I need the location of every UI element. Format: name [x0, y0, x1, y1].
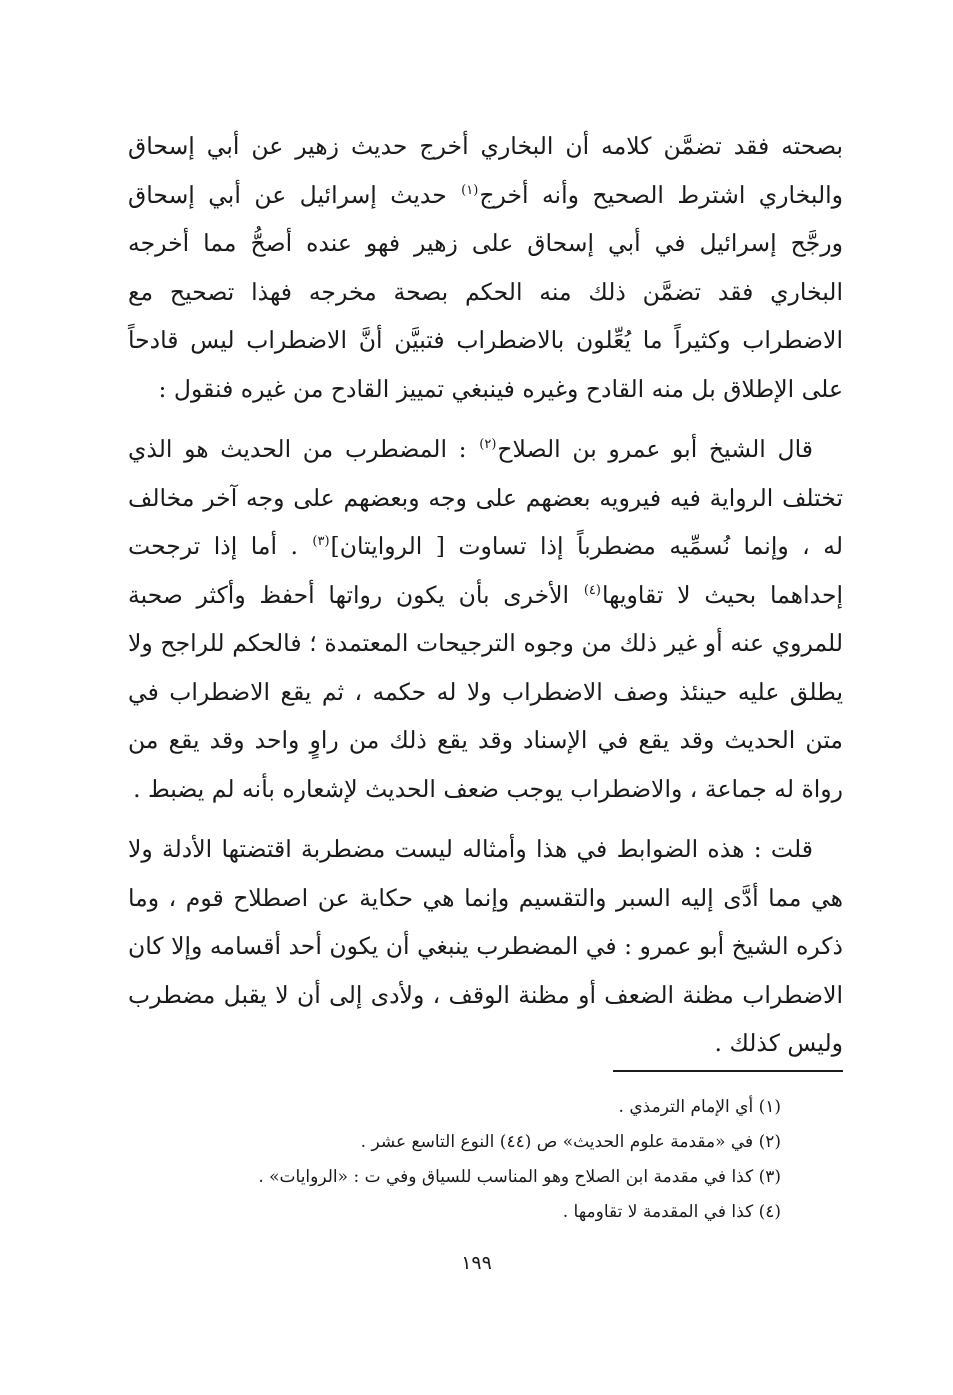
paragraph-2-text-c: . أما إذا ترجحت إحداهما بحيث لا تقاويها	[128, 532, 843, 609]
paragraph-2-text-a: قال الشيخ أبو عمرو بن الصلاح	[497, 435, 813, 463]
paragraph-1	[128, 122, 843, 413]
footnote-ref-4: (٤)	[583, 582, 601, 598]
main-text	[128, 122, 843, 1068]
paragraph-1-text-a: بصحته فقد تضمَّن كلامه أن البخاري أخرج حديث زهير عن أبي إسحاق والبخاري اشترط الصحيح وأنه أخرج	[128, 132, 843, 209]
footnote-ref-2: (٢)	[479, 437, 497, 453]
footnotes	[131, 1090, 781, 1230]
footnote-separator	[613, 1070, 843, 1072]
footnote-ref-3: (٣)	[312, 534, 330, 550]
footnote-4: (٤) كذا في المقدمة لا تقاومها .	[562, 1202, 781, 1222]
paragraph-2-text-b: : المضطرب من الحديث هو الذي تختلف الرواية فيه فيرويه بعضهم على وجه وبعضهم على وجه آخر مخالف له ، وإنما نُسمِّيه مضطرباً إذا تساوت [ الروايتان]	[128, 435, 843, 560]
footnote-ref-1: (١)	[461, 182, 479, 198]
page-number: ١٩٩	[461, 1252, 492, 1274]
paragraph-3-text: قلت : هذه الضوابط في هذا وأمثاله ليست مضطربة اقتضتها الأدلة ولا هي مما أدَّى إليه السبر والتقسيم وإنما هي حكاية عن اصطلاح قوم ، وما ذكره الشيخ أبو عمرو : في المضطرب ينبغي أن يكون أحد أقسامه وإلا كان الاضطراب مظنة الضعف أو مظنة الوقف ، ولأدى إلى أن لا يقبل مضطرب وليس كذلك .	[128, 835, 843, 1057]
paragraph-2-text-d: الأخرى بأن يكون رواتها أحفظ وأكثر صحبة للمروي عنه أو غير ذلك من وجوه الترجيحات المعتمدة ؛ فالحكم للراجح ولا يطلق عليه حينئذ وصف الاضطراب ولا له حكمه ، ثم يقع الاضطراب في متن الحديث وقد يقع في الإسناد وقد يقع ذلك من راوٍ واحد وقد يقع من رواة له جماعة ، والاضطراب يوجب ضعف الحديث لإشعاره بأنه لم يضبط .	[128, 580, 843, 803]
footnote-3: (٣) كذا في مقدمة ابن الصلاح وهو المناسب للسياق وفي ت : «الروايات» .	[258, 1167, 781, 1187]
paragraph-2	[128, 425, 843, 813]
footnote-1: (١) أي الإمام الترمذي .	[618, 1097, 781, 1117]
footnote-2: (٢) في «مقدمة علوم الحديث» ص (٤٤) النوع التاسع عشر .	[360, 1132, 781, 1152]
paragraph-1-text-b: حديث إسرائيل عن أبي إسحاق ورجَّح إسرائيل في أبي إسحاق على زهير فهو عنده أصحُّ مما أخرجه البخاري فقد تضمَّن ذلك منه الحكم بصحة مخرجه فهذا تصحيح مع الاضطراب وكثيراً ما يُعِّلون بالاضطراب فتبيَّن أنَّ الاضطراب ليس قادحاً على الإطلاق بل منه القادح وغيره فينبغي تمييز القادح من غيره فنقول :	[128, 180, 843, 403]
paragraph-3	[128, 825, 843, 1068]
